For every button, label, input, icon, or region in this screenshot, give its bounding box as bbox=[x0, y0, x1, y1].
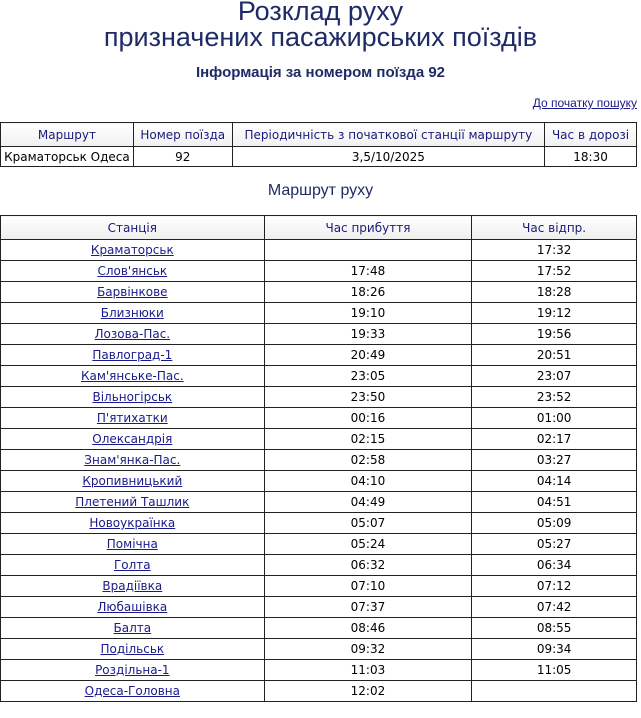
arrival-time: 05:24 bbox=[264, 534, 472, 555]
station-link[interactable]: Барвінкове bbox=[97, 285, 168, 299]
train-number-value: 92 bbox=[133, 147, 232, 167]
arrival-time: 06:32 bbox=[264, 555, 472, 576]
arrival-time: 04:49 bbox=[264, 492, 472, 513]
station-link[interactable]: Слов'янськ bbox=[97, 264, 168, 278]
station-cell bbox=[1, 492, 265, 513]
column-header-train-number: Номер поїзда bbox=[133, 123, 232, 147]
page-subtitle: Інформація за номером поїзда 92 bbox=[195, 64, 446, 81]
route-value: Краматорськ Одеса bbox=[1, 147, 134, 167]
column-header-periodicity: Періодичність з початкової станції маршруту bbox=[232, 123, 544, 147]
column-header-arrival: Час прибуття bbox=[264, 216, 472, 240]
arrival-time: 09:32 bbox=[264, 639, 472, 660]
station-cell bbox=[1, 387, 265, 408]
table-row bbox=[1, 450, 637, 471]
station-cell bbox=[1, 261, 265, 282]
page-title-line2: призначених пасажирських поїздів bbox=[103, 22, 538, 52]
train-info-row bbox=[1, 147, 637, 167]
station-link[interactable]: Краматорськ bbox=[90, 243, 174, 257]
station-cell bbox=[1, 429, 265, 450]
station-link[interactable]: Кропивницький bbox=[82, 474, 183, 488]
table-row bbox=[1, 429, 637, 450]
route-heading: Маршрут руху bbox=[267, 182, 374, 199]
station-link[interactable]: Кам'янське-Пас. bbox=[80, 369, 184, 383]
station-link[interactable]: Роздільна-1 bbox=[95, 663, 170, 677]
departure-time: 04:14 bbox=[472, 471, 637, 492]
station-cell bbox=[1, 408, 265, 429]
table-row bbox=[1, 324, 637, 345]
table-row bbox=[1, 408, 637, 429]
table-row bbox=[1, 282, 637, 303]
table-row bbox=[1, 492, 637, 513]
station-cell bbox=[1, 240, 265, 261]
table-row bbox=[1, 345, 637, 366]
station-link[interactable]: Новоукраїнка bbox=[89, 516, 176, 530]
station-link[interactable]: Вільногірськ bbox=[92, 390, 173, 404]
station-cell bbox=[1, 534, 265, 555]
departure-time: 07:42 bbox=[472, 597, 637, 618]
table-row bbox=[1, 597, 637, 618]
departure-time: 19:12 bbox=[472, 303, 637, 324]
arrival-time: 11:03 bbox=[264, 660, 472, 681]
train-info-header-row bbox=[1, 123, 637, 147]
departure-time: 05:09 bbox=[472, 513, 637, 534]
table-row bbox=[1, 471, 637, 492]
column-header-route: Маршрут bbox=[1, 123, 134, 147]
table-row bbox=[1, 513, 637, 534]
station-link[interactable]: Лозова-Пас. bbox=[94, 327, 171, 341]
arrival-time: 07:37 bbox=[264, 597, 472, 618]
arrival-time: 19:33 bbox=[264, 324, 472, 345]
station-cell bbox=[1, 660, 265, 681]
departure-time: 19:56 bbox=[472, 324, 637, 345]
arrival-time: 19:10 bbox=[264, 303, 472, 324]
station-cell bbox=[1, 324, 265, 345]
table-row bbox=[1, 660, 637, 681]
station-link[interactable]: Плетений Ташлик bbox=[75, 495, 190, 509]
page-title-line1: Розклад руху bbox=[237, 0, 404, 26]
station-cell bbox=[1, 555, 265, 576]
table-row bbox=[1, 639, 637, 660]
departure-time: 03:27 bbox=[472, 450, 637, 471]
station-link[interactable]: Голта bbox=[113, 558, 151, 572]
departure-time: 11:05 bbox=[472, 660, 637, 681]
station-cell bbox=[1, 366, 265, 387]
table-row bbox=[1, 576, 637, 597]
station-link[interactable]: П'ятихатки bbox=[96, 411, 168, 425]
column-header-travel-time: Час в дорозі bbox=[545, 123, 637, 147]
route-table bbox=[0, 215, 637, 702]
travel-time-value: 18:30 bbox=[545, 147, 637, 167]
departure-time: 06:34 bbox=[472, 555, 637, 576]
arrival-time: 02:58 bbox=[264, 450, 472, 471]
column-header-departure: Час відпр. bbox=[472, 216, 637, 240]
station-cell bbox=[1, 513, 265, 534]
table-row bbox=[1, 534, 637, 555]
table-row bbox=[1, 387, 637, 408]
station-link[interactable]: Врадіївка bbox=[102, 579, 163, 593]
departure-time: 09:34 bbox=[472, 639, 637, 660]
departure-time: 23:52 bbox=[472, 387, 637, 408]
arrival-time: 18:26 bbox=[264, 282, 472, 303]
table-row bbox=[1, 618, 637, 639]
departure-time: 05:27 bbox=[472, 534, 637, 555]
table-row bbox=[1, 366, 637, 387]
table-row bbox=[1, 555, 637, 576]
table-row bbox=[1, 303, 637, 324]
station-link[interactable]: Подільськ bbox=[100, 642, 165, 656]
station-cell bbox=[1, 576, 265, 597]
departure-time: 04:51 bbox=[472, 492, 637, 513]
arrival-time: 23:05 bbox=[264, 366, 472, 387]
arrival-time: 02:15 bbox=[264, 429, 472, 450]
station-link[interactable]: Любашівка bbox=[97, 600, 168, 614]
departure-time bbox=[472, 681, 637, 702]
station-cell bbox=[1, 597, 265, 618]
back-to-search-link[interactable]: До початку пошуку bbox=[532, 96, 637, 110]
departure-time: 23:07 bbox=[472, 366, 637, 387]
station-cell bbox=[1, 282, 265, 303]
station-link[interactable]: Знам'янка-Пас. bbox=[84, 453, 181, 467]
arrival-time: 08:46 bbox=[264, 618, 472, 639]
station-cell bbox=[1, 471, 265, 492]
arrival-time: 07:10 bbox=[264, 576, 472, 597]
arrival-time: 17:48 bbox=[264, 261, 472, 282]
station-cell bbox=[1, 303, 265, 324]
station-cell bbox=[1, 450, 265, 471]
station-link[interactable]: Близнюки bbox=[100, 306, 164, 320]
departure-time: 02:17 bbox=[472, 429, 637, 450]
column-header-station: Станція bbox=[1, 216, 265, 240]
departure-time: 17:52 bbox=[472, 261, 637, 282]
station-link[interactable]: Балта bbox=[113, 621, 152, 635]
station-cell bbox=[1, 639, 265, 660]
station-link[interactable]: Павлоград-1 bbox=[92, 348, 173, 362]
table-row bbox=[1, 261, 637, 282]
station-cell bbox=[1, 345, 265, 366]
arrival-time: 12:02 bbox=[264, 681, 472, 702]
periodicity-value: 3,5/10/2025 bbox=[232, 147, 544, 167]
arrival-time: 20:49 bbox=[264, 345, 472, 366]
station-link[interactable]: Одеса-Головна bbox=[84, 684, 180, 698]
arrival-time: 04:10 bbox=[264, 471, 472, 492]
arrival-time: 23:50 bbox=[264, 387, 472, 408]
station-cell bbox=[1, 681, 265, 702]
table-row bbox=[1, 681, 637, 702]
departure-time: 20:51 bbox=[472, 345, 637, 366]
departure-time: 18:28 bbox=[472, 282, 637, 303]
station-link[interactable]: Помічна bbox=[106, 537, 158, 551]
train-info-table bbox=[0, 122, 637, 167]
departure-time: 08:55 bbox=[472, 618, 637, 639]
table-row bbox=[1, 240, 637, 261]
departure-time: 07:12 bbox=[472, 576, 637, 597]
station-cell bbox=[1, 618, 265, 639]
departure-time: 01:00 bbox=[472, 408, 637, 429]
departure-time: 17:32 bbox=[472, 240, 637, 261]
arrival-time: 00:16 bbox=[264, 408, 472, 429]
arrival-time: 05:07 bbox=[264, 513, 472, 534]
route-header-row bbox=[1, 216, 637, 240]
station-link[interactable]: Олександрія bbox=[92, 432, 173, 446]
arrival-time bbox=[264, 240, 472, 261]
